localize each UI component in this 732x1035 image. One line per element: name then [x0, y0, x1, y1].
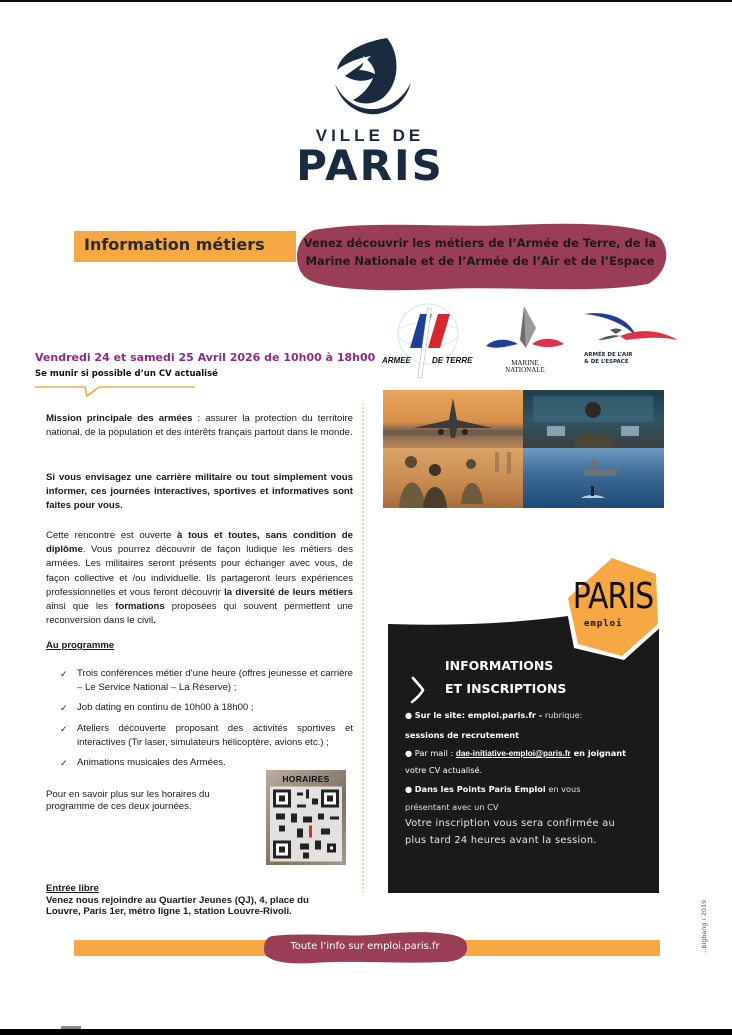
information-metiers-band — [74, 231, 296, 262]
callout-underline — [35, 384, 195, 398]
check-icon: ✓ — [60, 723, 68, 734]
check-icon: ✓ — [60, 669, 68, 679]
fighter-jet-photo — [383, 390, 523, 448]
email-link[interactable]: dae-initiative-emploi@paris.fr — [455, 749, 571, 758]
footer-banner-text: Toute l’info sur emploi.paris.fr — [290, 941, 440, 952]
cv-note: Se munir si possible d’un CV actualisé — [35, 369, 218, 379]
armee-de-l-air-logo — [580, 300, 680, 380]
rencontre-paragraph: Cette rencontre est ouverte à tous et toutes, sans condition de diplôme. Vous pourrez découvrir de façon ludique les métiers des armées. Les militaires seront présents pour échanger avec vous, de façon collective et /ou individuelle. Ils partageront leurs expériences professionnelles et vous feront découvrir la diversité de leurs métiers ainsi que les formations proposées qui souvent permettent une reconversion dans le civil. — [46, 530, 354, 627]
air-label-1: ARMÉE DE L’AIR — [584, 352, 633, 358]
invitation-paragraph: Si vous envisagez une carrière militaire ou tout simplement vous informer, ces journées interactives, sportives et informatives sont faites pour vous. — [46, 472, 353, 512]
armee-de-terre-flag-icon — [380, 300, 480, 380]
column-divider — [362, 403, 364, 893]
headline-line-2: Marine Nationale et de l’Armée de l’Air et de l’Espace — [305, 254, 655, 268]
armee-air-wing-icon — [580, 300, 680, 350]
confirm-line-1: Votre inscription vous sera confirmée au — [405, 818, 616, 829]
top-border — [0, 0, 732, 2]
mission-paragraph: Mission principale des armées : assurer la protection du territoire national, de la population et des intérêts français partout dans le monde. — [46, 413, 353, 439]
points-line: ● Dans les Points Paris Emploi en vous — [405, 784, 581, 794]
sessions-de-recrutement: sessions de recrutement — [405, 730, 520, 740]
operations-room-photo — [523, 390, 664, 448]
air-label-2: & DE L’ESPACE — [584, 359, 629, 365]
navy-ship-submarine-photo — [523, 448, 664, 508]
programme-item: ✓ Job dating en continu de 10h00 à 18h00 ; — [60, 701, 353, 715]
access-info — [46, 883, 309, 918]
bottom-tab-marker — [61, 1026, 81, 1029]
marine-nationale-logo — [484, 300, 566, 380]
confirm-line-2: plus tard 24 heures avant la session. — [405, 835, 597, 846]
qr-title: HORAIRES — [282, 774, 330, 784]
qr-code-icon — [270, 786, 342, 862]
armee-label-left: ARMEE — [382, 356, 411, 365]
paris-emploi-logo — [560, 552, 664, 664]
armee-de-terre-logo — [380, 300, 480, 380]
check-icon: ✓ — [60, 703, 68, 714]
band-label: Information métiers — [84, 235, 265, 254]
programme-item: ✓ Animations musicales des Armées. — [60, 756, 353, 770]
armee-label-right: DE TERRE — [432, 356, 473, 365]
marine-label-1: MARINE — [511, 359, 539, 367]
access-line-1: Venez nous rejoindre au Quartier Jeunes (QJ), 4, place du — [46, 894, 309, 906]
horaires-qr-code[interactable] — [266, 770, 346, 865]
logo-ville-de: VILLE DE — [315, 126, 425, 145]
programme-title: Au programme — [46, 640, 115, 651]
check-icon: ✓ — [60, 758, 68, 769]
access-line-2: Louvre, Paris 1er, métro ligne 1, station Louvre-Rivoli. — [46, 906, 292, 917]
paris-emploi-emploi: emploi — [584, 619, 623, 629]
footer-banner[interactable] — [262, 932, 468, 964]
paris-emploi-paris: PARIS — [572, 575, 654, 618]
programme-item: ✓ Trois conférences métier d’une heure (offres jeunesse et carrière – Le Service National – La Réserve) ; — [60, 668, 353, 694]
headline-line-1: Venez découvrir les métiers de l’Armée de Terre, de la — [303, 236, 657, 250]
marine-label-2: NATIONALE — [505, 366, 545, 374]
bottom-border — [0, 1029, 732, 1035]
ship-icon — [523, 448, 664, 508]
site-line: ● Sur le site: emploi.paris.fr - rubrique: — [405, 710, 583, 720]
entree-libre-title: Entrée libre — [46, 883, 99, 894]
paris-ship-icon — [315, 30, 425, 122]
marine-sail-icon — [484, 300, 566, 360]
army-logos-row — [380, 300, 680, 380]
soldiers-desert-photo — [383, 448, 523, 508]
mail-line: ● Par mail : dae-initiative-emploi@paris.fr en joignant — [405, 748, 627, 758]
fighter-jet-icon — [383, 390, 523, 448]
soldiers-icon — [383, 448, 523, 508]
event-date: Vendredi 24 et samedi 25 Avril 2026 de 10h00 à 18h00 — [35, 351, 376, 364]
programme-list — [60, 667, 353, 776]
design-credit: ...bigbang / 2019 — [701, 899, 708, 955]
logo-paris: PARIS — [296, 141, 444, 190]
programme-item: ✓ Ateliers découverte proposant des activités sportives et interactives (Tir laser, simulateurs hélicoptère, avions etc.) ; — [60, 722, 353, 748]
photo-collage — [383, 390, 664, 508]
inscriptions-title: INFORMATIONS ET INSCRIPTIONS — [445, 658, 567, 696]
ville-de-paris-logo — [285, 30, 455, 190]
chevron-right-icon — [410, 676, 426, 704]
operator-icon — [523, 390, 664, 448]
headline-blob — [292, 222, 668, 292]
horaires-text: Pour en savoir plus sur les horaires du programme de ces deux journées. — [46, 789, 210, 812]
